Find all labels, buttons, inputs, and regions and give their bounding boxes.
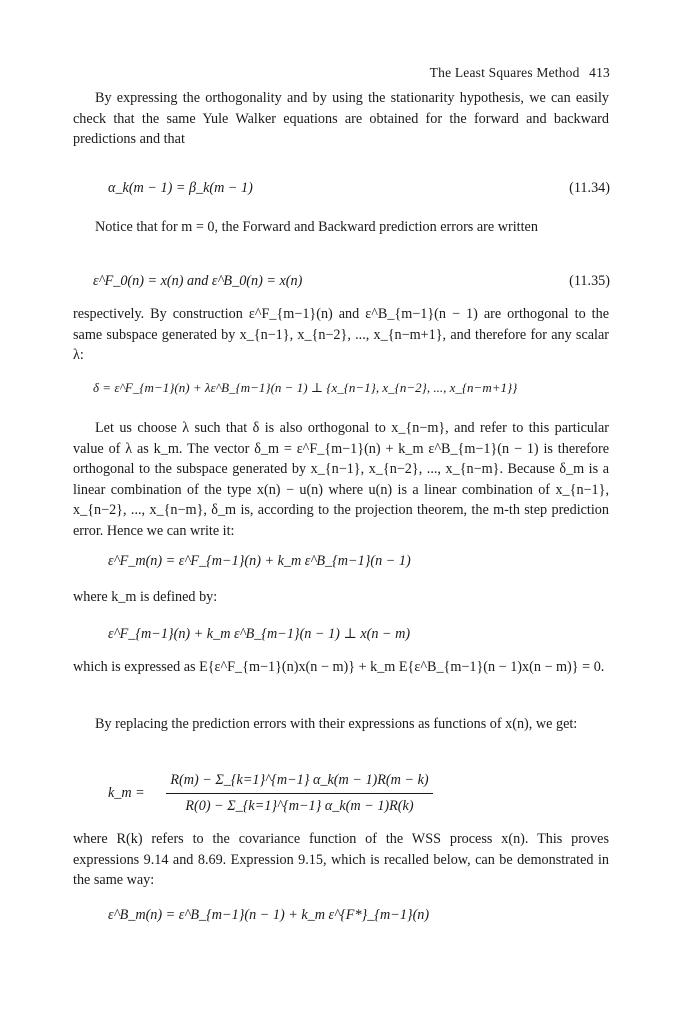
equation-body: ε^B_m(n) = ε^B_{m−1}(n − 1) + k_m ε^{F*}_{m−1}(n) [108,907,430,923]
fraction-denominator: R(0) − Σ_{k=1}^{m−1} α_k(m − 1)R(k) [185,797,414,814]
equation-body: α_k(m − 1) = β_k(m − 1) [108,180,253,196]
paragraph-3: respectively. By construction ε^F_{m−1}(n) and ε^B_{m−1}(n − 1) are orthogonal to the same subspace generated by x_{n−1}, x_{n−2}, ..., x_{n−m+1}, and therefore for any scalar λ: [73,306,609,363]
equation-number: (11.35) [569,273,610,289]
equation-body: ε^F_{m−1}(n) + k_m ε^B_{m−1}(n − 1) ⊥ x(n − m) [108,626,411,642]
paragraph-8: where R(k) refers to the covariance function of the WSS process x(n). This proves expressions 9.14 and 8.69. Expression 9.15, which is recalled below, can be demonstrated in the same way: [73,831,609,888]
paragraph-2: Notice that for m = 0, the Forward and Backward prediction errors are written [95,219,538,235]
paragraph-7: By replacing the prediction errors with their expressions as functions of x(n), we get: [95,716,578,732]
equation-lhs: k_m = [108,784,145,801]
page-number: 413 [589,65,610,80]
paragraph-4: Let us choose λ such that δ is also orthogonal to x_{n−m}, and refer to this particular value of λ as k_m. The vector δ_m = ε^F_{m−1}(n) + k_m ε^B_{m−1}(n − 1) is therefore orthogonal to the subspace generated by x_{n−1}, x_{n−2}, ..., x_{n−m}. Because δ_m is a linear combination of the type x(n) − u(n) where u(n) is a linear combination of x_{n−1}, x_{n−2}, ..., x_{n−m}, δ_m is, according to the projection theorem, the m-th step prediction error. Hence we can write it: [73,420,609,539]
equation-body: δ = ε^F_{m−1}(n) + λε^B_{m−1}(n − 1) ⊥ {x_{n−1}, x_{n−2}, ..., x_{n−m+1}} [93,380,518,395]
equation-body: ε^F_m(n) = ε^F_{m−1}(n) + k_m ε^B_{m−1}(n − 1) [108,553,411,569]
paragraph-5: where k_m is defined by: [73,589,218,605]
fraction [166,770,432,816]
running-header [430,63,610,84]
equation-body: ε^F_0(n) = x(n) and ε^B_0(n) = x(n) [93,273,303,289]
fraction-numerator: R(m) − Σ_{k=1}^{m−1} α_k(m − 1)R(m − k) [166,770,432,794]
paragraph-1: By expressing the orthogonality and by using the stationarity hypothesis, we can easily check that the same Yule Walker equations are obtained for the forward and backward predictions and that [73,90,609,147]
equation-number: (11.34) [569,180,610,196]
running-title: The Least Squares Method [429,65,580,80]
paragraph-6: which is expressed as E{ε^F_{m−1}(n)x(n − m)} + k_m E{ε^B_{m−1}(n − 1)x(n − m)} = 0. [73,659,605,675]
